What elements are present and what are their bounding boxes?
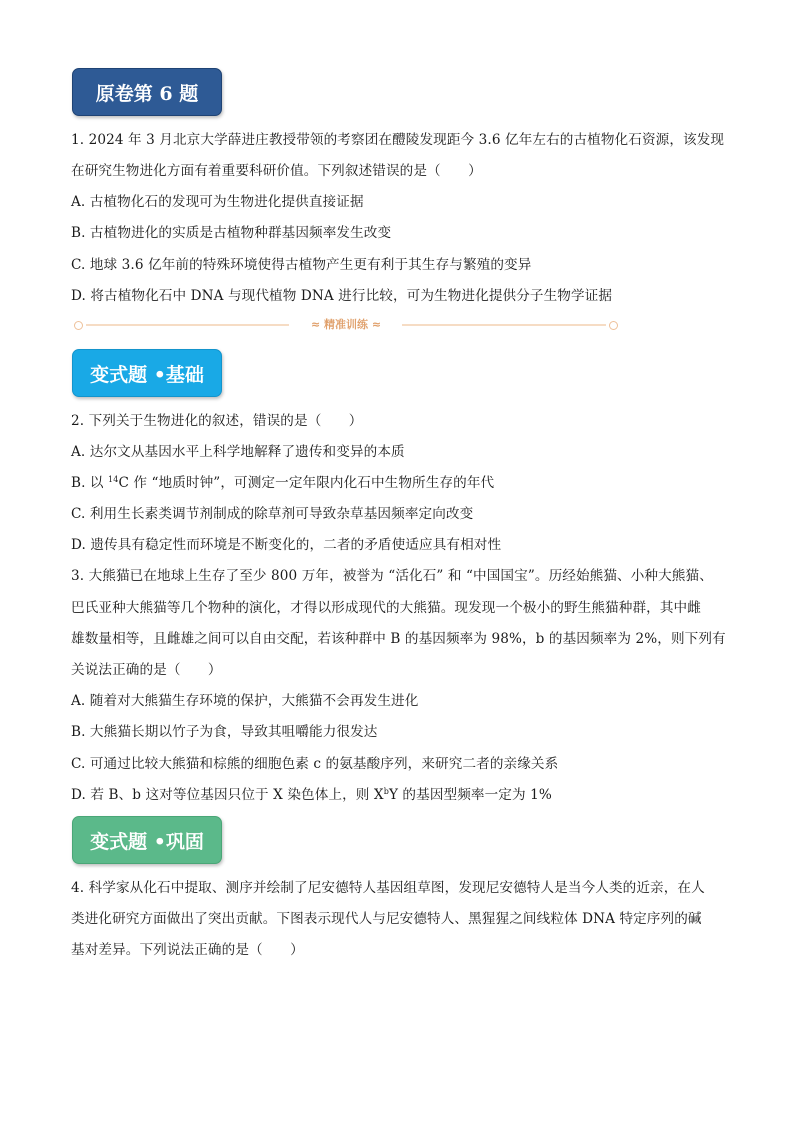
q2-option-b-prefix: B. 以 xyxy=(71,475,109,491)
section-badge-basic xyxy=(72,349,222,397)
q2-option-b xyxy=(71,473,494,493)
q2-stem: 2. 下列关于生物进化的叙述，错误的是（ ） xyxy=(71,413,363,429)
q1-stem-line-1: 1. 2024 年 3 月北京大学薛进庄教授带领的考察团在醴陵发现距今 3.6 亿年左右的古植物化石资源，该发现 xyxy=(71,132,725,148)
q3-option-b: B. 大熊猫长期以竹子为食，导致其咀嚼能力很发达 xyxy=(71,724,378,740)
q4-stem-line-1: 4. 科学家从化石中提取、测序并绘制了尼安德特人基因组草图，发现尼安德特人是当今人类的近亲，在人 xyxy=(71,880,705,896)
q3-stem-line-3: 雄数量相等，且雌雄之间可以自由交配，若该种群中 B 的基因频率为 98%，b 的基因频率为 2%，则下列有 xyxy=(71,631,726,647)
divider-label: ≈ 精准训练 ≈ xyxy=(310,318,382,331)
q3-option-d-prefix: D. 若 B、b 这对等位基因只位于 X 染色体上，则 X xyxy=(71,787,384,803)
q1-option-a: A. 古植物化石的发现可为生物进化提供直接证据 xyxy=(71,194,364,210)
q2-option-d: D. 遗传具有稳定性而环境是不断变化的，二者的矛盾使适应具有相对性 xyxy=(71,537,502,553)
q3-option-a: A. 随着对大熊猫生存环境的保护，大熊猫不会再发生进化 xyxy=(71,693,419,709)
allele-superscript: b xyxy=(383,787,389,796)
q2-option-b-text: C 作 “地质时钟”，可测定一定年限内化石中生物所生存的年代 xyxy=(118,475,495,491)
q1-option-b: B. 古植物进化的实质是古植物种群基因频率发生改变 xyxy=(71,225,392,241)
section-badge-label: 原卷第 6 题 xyxy=(95,82,199,105)
section-badge-original xyxy=(72,68,222,116)
q2-option-a: A. 达尔文从基因水平上科学地解释了遗传和变异的本质 xyxy=(71,444,405,460)
section-badge-label: 变式题 •巩固 xyxy=(90,830,204,853)
q1-stem-line-2: 在研究生物进化方面有着重要科研价值。下列叙述错误的是（ ） xyxy=(71,163,482,179)
q2-option-c: C. 利用生长素类调节剂制成的除草剂可导致杂草基因频率定向改变 xyxy=(71,506,474,522)
divider-line-left xyxy=(86,324,289,326)
q3-stem-line-2: 巴氏亚种大熊猫等几个物种的演化，才得以形成现代的大熊猫。现发现一个极小的野生熊猫种群，其中雌 xyxy=(71,600,701,616)
divider-dot xyxy=(74,321,83,330)
q4-stem-line-2: 类进化研究方面做出了突出贡献。下图表示现代人与尼安德特人、黑猩猩之间线粒体 DNA 特定序列的碱 xyxy=(71,911,702,927)
q3-option-c: C. 可通过比较大熊猫和棕熊的细胞色素 c 的氨基酸序列，来研究二者的亲缘关系 xyxy=(71,756,559,772)
q3-option-d xyxy=(71,785,552,805)
q3-stem-line-4: 关说法正确的是（ ） xyxy=(71,662,222,678)
q4-stem-line-3: 基对差异。下列说法正确的是（ ） xyxy=(71,942,304,958)
q3-stem-line-1: 3. 大熊猫已在地球上生存了至少 800 万年，被誉为 “活化石” 和 “中国国宝”。历经始熊猫、小种大熊猫、 xyxy=(71,568,713,584)
divider-dot xyxy=(609,321,618,330)
isotope-superscript: 14 xyxy=(108,475,119,484)
section-divider xyxy=(74,316,620,334)
section-badge-label: 变式题 •基础 xyxy=(90,363,204,386)
divider-line-right xyxy=(402,324,606,326)
q1-option-d: D. 将古植物化石中 DNA 与现代植物 DNA 进行比较，可为生物进化提供分子生物学证据 xyxy=(71,288,613,304)
section-badge-consolidate xyxy=(72,816,222,864)
q3-option-d-text: Y 的基因型频率一定为 1% xyxy=(388,787,552,803)
q1-option-c: C. 地球 3.6 亿年前的特殊环境使得古植物产生更有利于其生存与繁殖的变异 xyxy=(71,257,532,273)
